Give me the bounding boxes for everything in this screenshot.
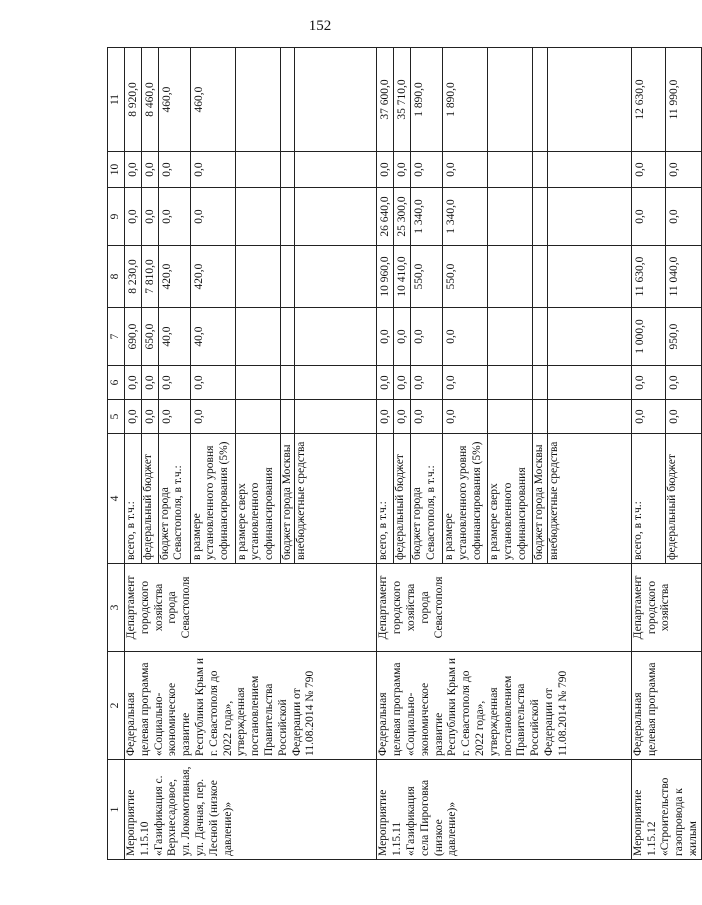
funding-source-cell: в размере сверх установленного софинансирования bbox=[487, 434, 532, 564]
value-cell-v11: 12 630,0 bbox=[631, 48, 665, 152]
value-cell-v11: 1 890,0 bbox=[442, 48, 487, 152]
value-cell-v10: 0,0 bbox=[125, 152, 142, 188]
executor-cell: Департамент городского хозяйства города Севастополя bbox=[377, 564, 631, 652]
value-cell-v9: 25 300,0 bbox=[394, 188, 411, 246]
value-cell-v11 bbox=[235, 48, 280, 152]
value-cell-v8: 8 230,0 bbox=[125, 246, 142, 308]
value-cell-v11: 1 890,0 bbox=[410, 48, 442, 152]
value-cell-v7 bbox=[532, 308, 547, 366]
value-cell-v9 bbox=[532, 188, 547, 246]
header-cell: 1 bbox=[108, 760, 125, 860]
value-cell-v10 bbox=[532, 152, 547, 188]
funding-source-cell: в размере установленного уровня софинансирования (5%) bbox=[190, 434, 235, 564]
funding-source-cell: федеральный бюджет bbox=[141, 434, 158, 564]
rotated-table-container bbox=[107, 48, 699, 860]
value-cell-v9: 1 340,0 bbox=[410, 188, 442, 246]
value-cell-v8 bbox=[547, 246, 631, 308]
funding-source-cell: в размере сверх установленного софинансирования bbox=[235, 434, 280, 564]
value-cell-v8: 11 040,0 bbox=[665, 246, 701, 308]
header-cell: 10 bbox=[108, 152, 125, 188]
value-cell-v11: 8 460,0 bbox=[141, 48, 158, 152]
value-cell-v8: 420,0 bbox=[190, 246, 235, 308]
value-cell-v11 bbox=[487, 48, 532, 152]
header-cell: 5 bbox=[108, 400, 125, 434]
value-cell-v5: 0,0 bbox=[125, 400, 142, 434]
value-cell-v9: 0,0 bbox=[190, 188, 235, 246]
value-cell-v8: 11 630,0 bbox=[631, 246, 665, 308]
value-cell-v11 bbox=[280, 48, 295, 152]
program-cell: Федеральная целевая программа «Социально-экономическое развитие Республики Крым и г. Севастополя до 2022 года», утвержденная постановлением Правительства Российской Федерации от 11.08.2014 № 790 bbox=[125, 652, 377, 760]
value-cell-v8: 550,0 bbox=[410, 246, 442, 308]
value-cell-v5: 0,0 bbox=[410, 400, 442, 434]
value-cell-v10: 0,0 bbox=[158, 152, 190, 188]
value-cell-v7 bbox=[280, 308, 295, 366]
value-cell-v7 bbox=[235, 308, 280, 366]
value-cell-v8 bbox=[295, 246, 377, 308]
value-cell-v7: 40,0 bbox=[158, 308, 190, 366]
value-cell-v7: 0,0 bbox=[442, 308, 487, 366]
value-cell-v6 bbox=[532, 366, 547, 400]
value-cell-v10 bbox=[280, 152, 295, 188]
value-cell-v6: 0,0 bbox=[190, 366, 235, 400]
activity-cell: Мероприятие 1.15.12 «Строительство газопровода к жилым bbox=[631, 760, 701, 860]
value-cell-v6: 0,0 bbox=[410, 366, 442, 400]
value-cell-v6 bbox=[235, 366, 280, 400]
value-cell-v11 bbox=[532, 48, 547, 152]
funding-source-cell: бюджет города Москвы bbox=[532, 434, 547, 564]
program-cell: Федеральная целевая программа «Социально-экономическое развитие Республики Крым и г. Севастополя до 2022 года», утвержденная постановлением Правительства Российской Федерации от 11.08.2014 № 790 bbox=[377, 652, 631, 760]
page-number: 152 bbox=[308, 18, 332, 34]
value-cell-v6: 0,0 bbox=[394, 366, 411, 400]
value-cell-v5 bbox=[280, 400, 295, 434]
value-cell-v8: 420,0 bbox=[158, 246, 190, 308]
value-cell-v6: 0,0 bbox=[631, 366, 665, 400]
value-cell-v9 bbox=[295, 188, 377, 246]
value-cell-v6: 0,0 bbox=[665, 366, 701, 400]
value-cell-v6 bbox=[547, 366, 631, 400]
value-cell-v8 bbox=[487, 246, 532, 308]
value-cell-v6: 0,0 bbox=[125, 366, 142, 400]
value-cell-v9: 0,0 bbox=[141, 188, 158, 246]
table-row bbox=[631, 48, 665, 860]
value-cell-v10 bbox=[487, 152, 532, 188]
value-cell-v7: 1 000,0 bbox=[631, 308, 665, 366]
value-cell-v7: 650,0 bbox=[141, 308, 158, 366]
value-cell-v11: 460,0 bbox=[158, 48, 190, 152]
value-cell-v11: 8 920,0 bbox=[125, 48, 142, 152]
value-cell-v9: 1 340,0 bbox=[442, 188, 487, 246]
header-cell: 4 bbox=[108, 434, 125, 564]
table-row bbox=[377, 48, 394, 860]
value-cell-v5: 0,0 bbox=[631, 400, 665, 434]
funding-source-cell: федеральный бюджет bbox=[665, 434, 701, 564]
header-cell: 2 bbox=[108, 652, 125, 760]
value-cell-v5 bbox=[295, 400, 377, 434]
value-cell-v5: 0,0 bbox=[442, 400, 487, 434]
value-cell-v10: 0,0 bbox=[377, 152, 394, 188]
value-cell-v10 bbox=[295, 152, 377, 188]
value-cell-v5 bbox=[487, 400, 532, 434]
header-cell: 7 bbox=[108, 308, 125, 366]
value-cell-v11: 11 990,0 bbox=[665, 48, 701, 152]
value-cell-v5 bbox=[532, 400, 547, 434]
value-cell-v10: 0,0 bbox=[442, 152, 487, 188]
value-cell-v9: 0,0 bbox=[665, 188, 701, 246]
funding-source-cell: всего, в т.ч.: bbox=[125, 434, 142, 564]
funding-source-cell: всего, в т.ч.: bbox=[631, 434, 665, 564]
value-cell-v11: 460,0 bbox=[190, 48, 235, 152]
value-cell-v10 bbox=[235, 152, 280, 188]
header-cell: 3 bbox=[108, 564, 125, 652]
header-cell: 9 bbox=[108, 188, 125, 246]
value-cell-v10: 0,0 bbox=[141, 152, 158, 188]
activity-cell: Мероприятие 1.15.10 «Газификация с. Верхнесадовое, ул. Локомотивная, ул. Дачная, пер. Лесной (низкое давление)» bbox=[125, 760, 377, 860]
value-cell-v9 bbox=[280, 188, 295, 246]
value-cell-v10 bbox=[547, 152, 631, 188]
value-cell-v7 bbox=[295, 308, 377, 366]
value-cell-v10: 0,0 bbox=[410, 152, 442, 188]
header-cell: 8 bbox=[108, 246, 125, 308]
value-cell-v9: 26 640,0 bbox=[377, 188, 394, 246]
value-cell-v5: 0,0 bbox=[665, 400, 701, 434]
value-cell-v8: 550,0 bbox=[442, 246, 487, 308]
value-cell-v5: 0,0 bbox=[394, 400, 411, 434]
value-cell-v9: 0,0 bbox=[125, 188, 142, 246]
value-cell-v5: 0,0 bbox=[377, 400, 394, 434]
value-cell-v6: 0,0 bbox=[141, 366, 158, 400]
funding-source-cell: внебюджетные средства bbox=[295, 434, 377, 564]
value-cell-v7: 950,0 bbox=[665, 308, 701, 366]
value-cell-v10: 0,0 bbox=[631, 152, 665, 188]
value-cell-v7 bbox=[547, 308, 631, 366]
funding-source-cell: всего, в т.ч.: bbox=[377, 434, 394, 564]
value-cell-v6 bbox=[295, 366, 377, 400]
value-cell-v8 bbox=[532, 246, 547, 308]
funding-source-cell: бюджет города Москвы bbox=[280, 434, 295, 564]
value-cell-v7: 0,0 bbox=[377, 308, 394, 366]
value-cell-v8: 10 960,0 bbox=[377, 246, 394, 308]
value-cell-v6 bbox=[280, 366, 295, 400]
table-row bbox=[125, 48, 142, 860]
value-cell-v6: 0,0 bbox=[158, 366, 190, 400]
funding-source-cell: федеральный бюджет bbox=[394, 434, 411, 564]
value-cell-v8: 10 410,0 bbox=[394, 246, 411, 308]
value-cell-v5: 0,0 bbox=[141, 400, 158, 434]
value-cell-v11: 35 710,0 bbox=[394, 48, 411, 152]
value-cell-v5: 0,0 bbox=[190, 400, 235, 434]
value-cell-v10: 0,0 bbox=[190, 152, 235, 188]
executor-cell: Департамент городского хозяйства bbox=[631, 564, 701, 652]
value-cell-v5 bbox=[547, 400, 631, 434]
value-cell-v9 bbox=[487, 188, 532, 246]
funding-source-cell: в размере установленного уровня софинансирования (5%) bbox=[442, 434, 487, 564]
value-cell-v7 bbox=[487, 308, 532, 366]
value-cell-v7: 0,0 bbox=[410, 308, 442, 366]
value-cell-v6: 0,0 bbox=[377, 366, 394, 400]
table-body bbox=[125, 48, 702, 860]
value-cell-v6: 0,0 bbox=[442, 366, 487, 400]
value-cell-v9 bbox=[547, 188, 631, 246]
value-cell-v11 bbox=[547, 48, 631, 152]
value-cell-v9: 0,0 bbox=[158, 188, 190, 246]
value-cell-v11 bbox=[295, 48, 377, 152]
header-cell: 11 bbox=[108, 48, 125, 152]
value-cell-v7: 40,0 bbox=[190, 308, 235, 366]
value-cell-v7: 0,0 bbox=[394, 308, 411, 366]
budget-table bbox=[107, 47, 702, 860]
value-cell-v5: 0,0 bbox=[158, 400, 190, 434]
header-row bbox=[108, 48, 125, 860]
value-cell-v8 bbox=[280, 246, 295, 308]
header-cell: 6 bbox=[108, 366, 125, 400]
activity-cell: Мероприятие 1.15.11 «Газификация села Пироговка (низкое давление)» bbox=[377, 760, 631, 860]
value-cell-v5 bbox=[235, 400, 280, 434]
value-cell-v9 bbox=[235, 188, 280, 246]
value-cell-v10: 0,0 bbox=[665, 152, 701, 188]
executor-cell: Департамент городского хозяйства города Севастополя bbox=[125, 564, 377, 652]
funding-source-cell: внебюджетные средства bbox=[547, 434, 631, 564]
value-cell-v6 bbox=[487, 366, 532, 400]
funding-source-cell: бюджет города Севастополя, в т.ч.: bbox=[158, 434, 190, 564]
value-cell-v9: 0,0 bbox=[631, 188, 665, 246]
program-cell: Федеральная целевая программа bbox=[631, 652, 701, 760]
value-cell-v7: 690,0 bbox=[125, 308, 142, 366]
value-cell-v11: 37 600,0 bbox=[377, 48, 394, 152]
value-cell-v10: 0,0 bbox=[394, 152, 411, 188]
value-cell-v8 bbox=[235, 246, 280, 308]
funding-source-cell: бюджет города Севастополя, в т.ч.: bbox=[410, 434, 442, 564]
value-cell-v8: 7 810,0 bbox=[141, 246, 158, 308]
